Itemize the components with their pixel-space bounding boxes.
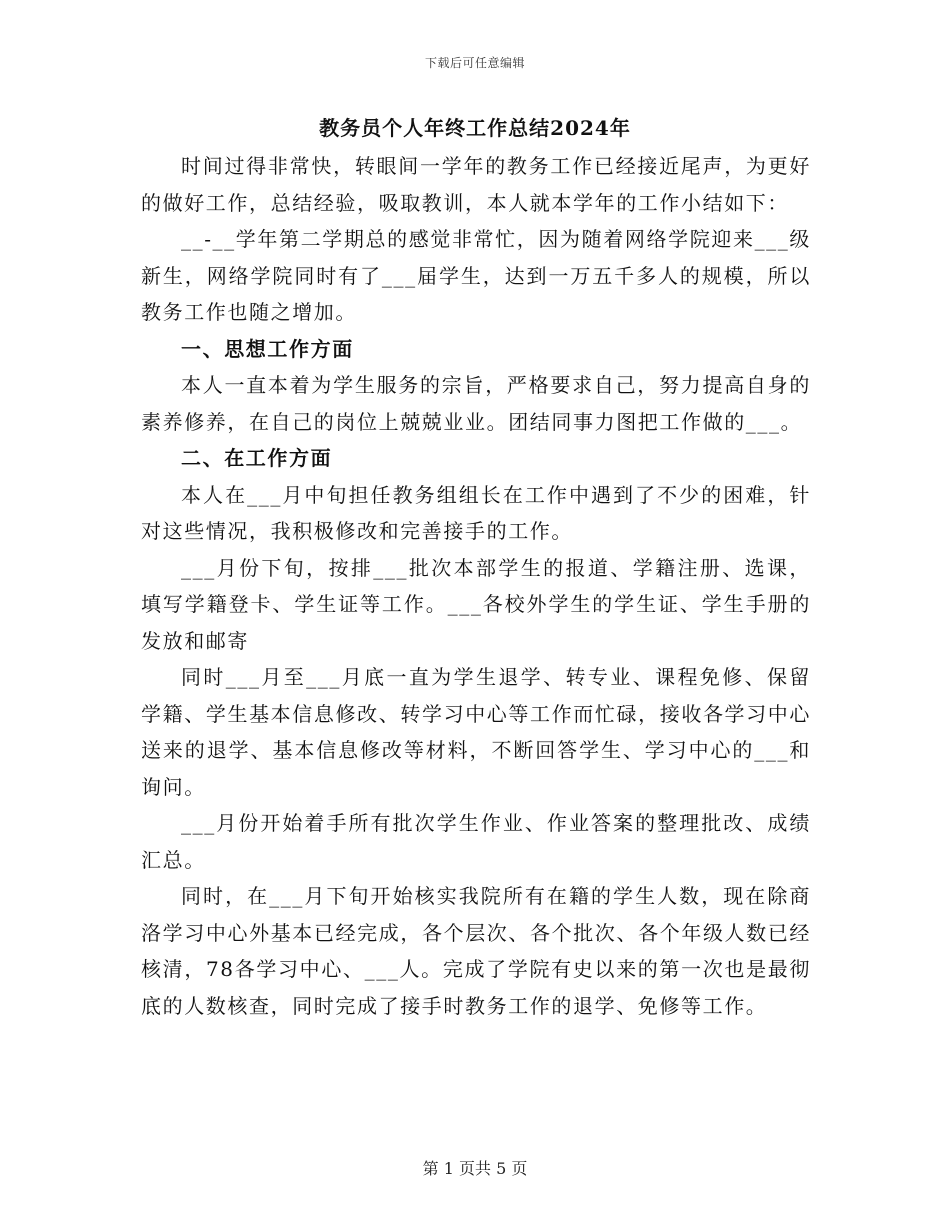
section-heading-ideology: 一、思想工作方面 (181, 336, 354, 361)
paragraph-registration: ___月份下旬，按排___批次本部学生的报道、学籍注册、选课，填写学籍登卡、学生证等工作。___各校外学生的学生证、学生手册的发放和邮寄 (141, 555, 811, 653)
paragraph-team-leader: 本人在___月中旬担任教务组组长在工作中遇到了不少的困难，针对这些情况，我积极修改和完善接手的工作。 (141, 482, 811, 543)
paragraph-student-affairs: 同时___月至___月底一直为学生退学、转专业、课程免修、保留学籍、学生基本信息修改、转学习中心等工作而忙碌，接收各学习中心送来的退学、基本信息修改等材料，不断回答学生、学习中心的___和询问。 (141, 665, 811, 799)
paragraph-intro: 时间过得非常快，转眼间一学年的教务工作已经接近尾声，为更好的做好工作，总结经验，吸取教训，本人就本学年的工作小结如下： (141, 154, 811, 215)
paragraph-ideology: 本人一直本着为学生服务的宗旨，严格要求自己，努力提高自身的素养修养，在自己的岗位上兢兢业业。团结同事力图把工作做的___。 (141, 373, 811, 434)
section-heading-work: 二、在工作方面 (181, 446, 333, 470)
document-title: 教务员个人年终工作总结2024年 (319, 116, 631, 140)
header-note: 下载后可任意编辑 (424, 56, 525, 70)
page-number: 第 1 页共 5 页 (422, 1159, 528, 1178)
paragraph-headcount: 同时，在___月下旬开始核实我院所有在籍的学生人数，现在除商洛学习中心外基本已经完成，各个层次、各个批次、各个年级人数已经核清，78各学习中心、___人。完成了学院有史以来的第一次也是最彻底的人数核查，同时完成了接手时教务工作的退学、免修等工作。 (141, 884, 811, 1018)
document-body (141, 148, 811, 1024)
paragraph-grading: ___月份开始着手所有批次学生作业、作业答案的整理批改、成绩汇总。 (141, 811, 811, 872)
paragraph-semester-summary: __-__学年第二学期总的感觉非常忙，因为随着网络学院迎来___级新生，网络学院同时有了___届学生，达到一万五千多人的规模，所以教务工作也随之增加。 (141, 227, 811, 324)
